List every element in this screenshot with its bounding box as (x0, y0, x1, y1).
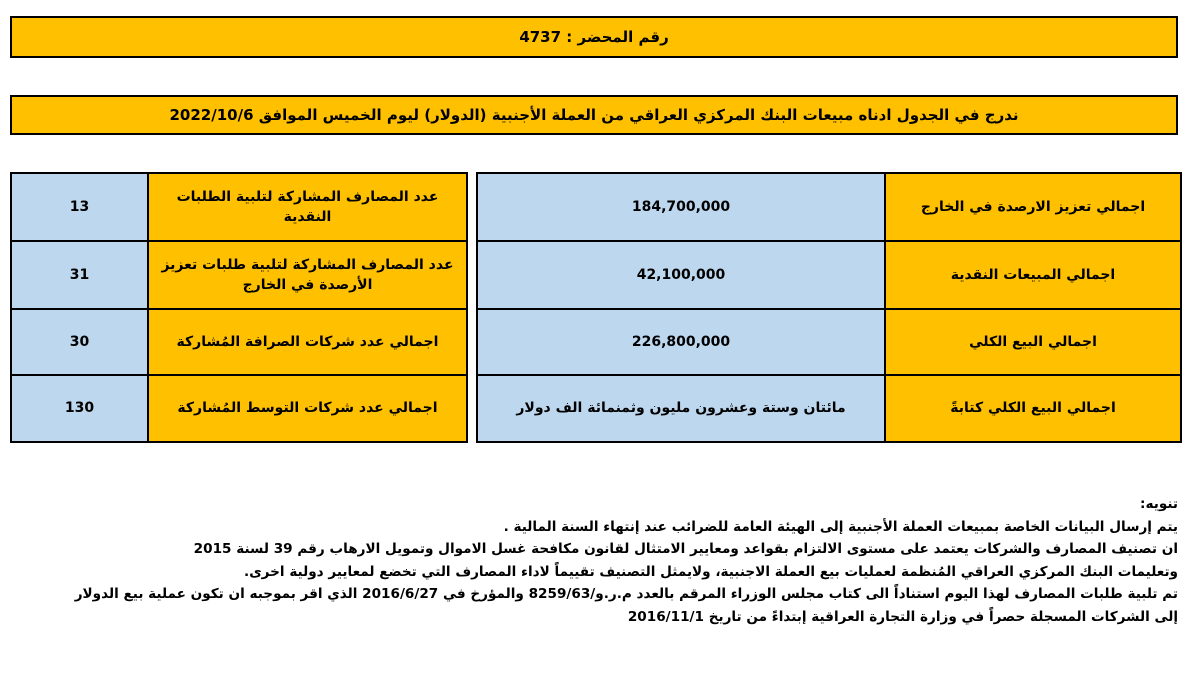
record-number-bar (10, 16, 1178, 58)
participants-label: عدد المصارف المشاركة لتلبية الطلبات النقدية (148, 173, 467, 241)
participants-value: 130 (11, 375, 148, 442)
sales-label: اجمالي البيع الكلي كتابةً (885, 375, 1181, 442)
table-row (477, 173, 1181, 241)
table-row (477, 375, 1181, 442)
notes-line: ان تصنيف المصارف والشركات يعتمد على مستوى الالتزام بقواعد ومعايير الامتثال لقانون مكافحة غسل الاموال وتمويل الارهاب رقم 39 لسنة 2015 (193, 541, 1178, 557)
notes-line: وتعليمات البنك المركزي العراقي المُنظمة لعمليات بيع العملة الاجنبية، ولايمثل التصنيف تقييماً لاداء المصارف التي تخضع لمعايير دولية اخرى. (244, 563, 1178, 580)
notes-section (18, 493, 1178, 628)
sales-table (476, 172, 1182, 443)
sales-label: اجمالي البيع الكلي (885, 309, 1181, 375)
sales-value: 226,800,000 (477, 309, 885, 375)
notes-line: يتم إرسال البيانات الخاصة بمبيعات العملة الأجنبية إلى الهيئة العامة للضرائب عند إنتهاء السنة المالية . (503, 518, 1178, 535)
sales-label: اجمالي المبيعات النقدية (885, 241, 1181, 309)
notes-line: تم تلبية طلبات المصارف لهذا اليوم استناداً الى كتاب مجلس الوزراء المرقم بالعدد م.ر.و/8259/63 والمؤرخ في 2016/6/27 الذي اقر بموجبه ان تكون عملية بيع الدولار (74, 586, 1178, 602)
participants-table (10, 172, 468, 443)
participants-label: عدد المصارف المشاركة لتلبية طلبات تعزيز الأرصدة في الخارج (148, 241, 467, 309)
sales-value: 42,100,000 (477, 241, 885, 309)
table-row (477, 241, 1181, 309)
notes-line: إلى الشركات المسجلة حصراً في وزارة التجارة العراقية إبتداءً من تاريخ 2016/11/1 (627, 608, 1178, 625)
sales-value: 184,700,000 (477, 173, 885, 241)
sales-label: اجمالي تعزيز الارصدة في الخارج (885, 173, 1181, 241)
notes-title: تنويه: (1140, 496, 1178, 512)
participants-label: اجمالي عدد شركات التوسط المُشاركة (148, 375, 467, 442)
participants-value: 13 (11, 173, 148, 241)
table-row (11, 309, 467, 375)
table-row (11, 241, 467, 309)
participants-value: 31 (11, 241, 148, 309)
participants-value: 30 (11, 309, 148, 375)
table-row (11, 173, 467, 241)
sales-value: مائتان وستة وعشرون مليون وثمنمائة الف دولار (477, 375, 885, 442)
participants-label: اجمالي عدد شركات الصرافة المُشاركة (148, 309, 467, 375)
heading-text: ندرج في الجدول ادناه مبيعات البنك المركزي العراقي من العملة الأجنبية (الدولار) ليوم الخميس الموافق 2022/10/6 (169, 106, 1019, 124)
heading-bar (10, 95, 1178, 135)
table-row (11, 375, 467, 442)
table-row (477, 309, 1181, 375)
record-number-text: رقم المحضر : 4737 (519, 28, 669, 46)
